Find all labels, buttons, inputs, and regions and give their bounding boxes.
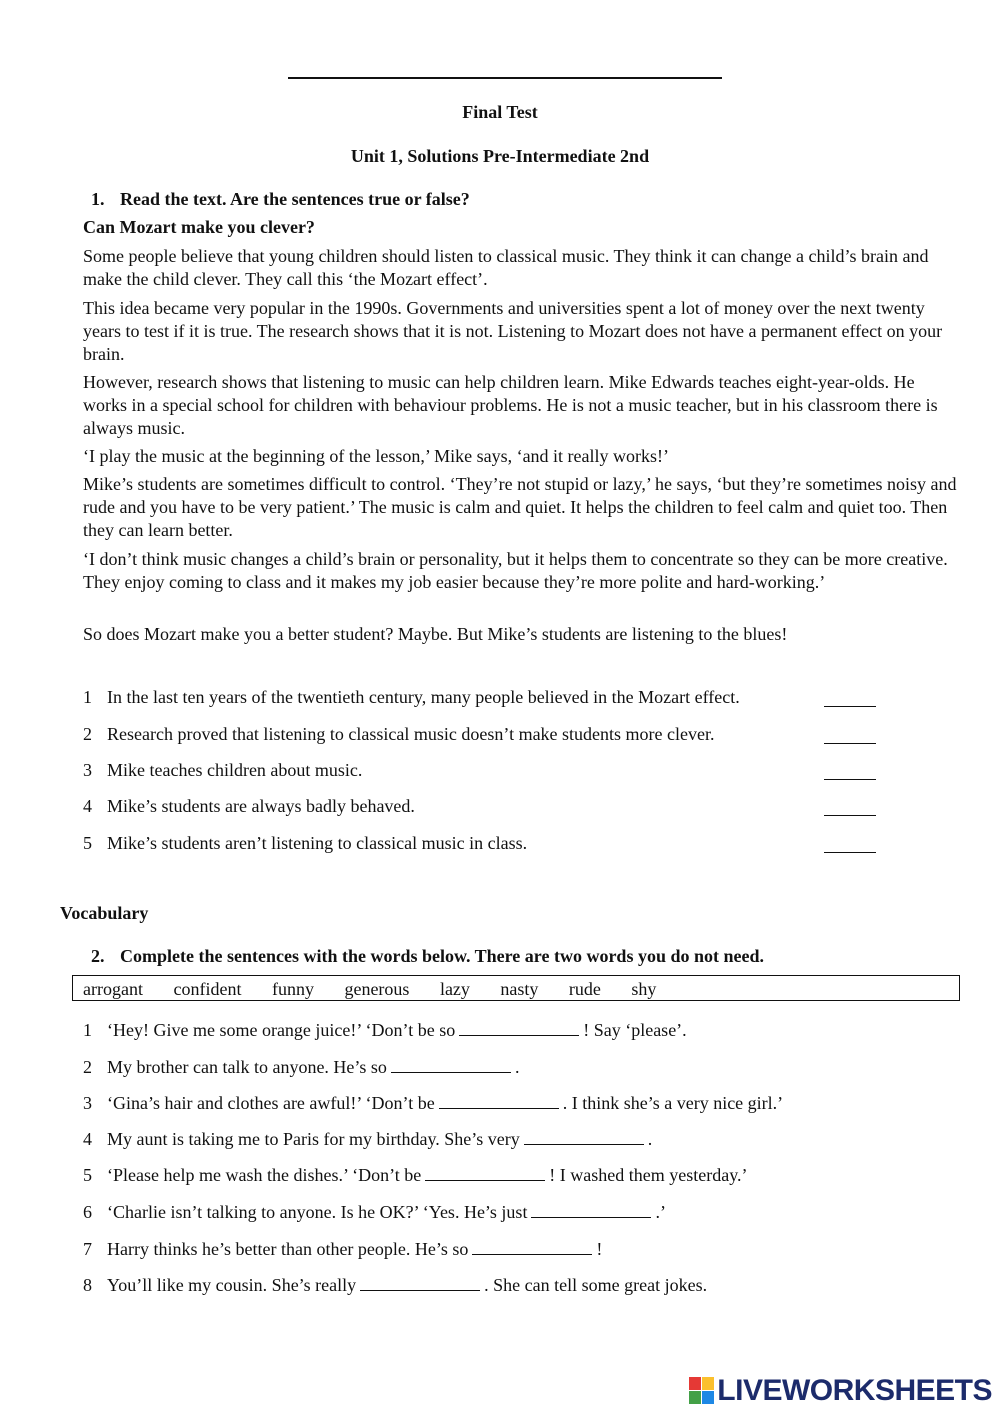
word-option: funny	[271, 979, 314, 999]
word-option: confident	[173, 979, 242, 999]
word-option: shy	[631, 979, 657, 999]
fill-blank-7[interactable]	[472, 1238, 592, 1255]
exercise-2-number: 2.	[91, 946, 105, 966]
paragraph-5: Mike’s students are sometimes difficult to control. ‘They’re not stupid or lazy,’ he says, ‘but they’re sometimes noisy and rude and you have to be very patient.’ The music is calm and quiet. It helps the children to feel calm and quiet too. Then they can learn better.	[83, 474, 957, 540]
paragraph-1: Some people believe that young children should listen to classical music. They think it can change a child’s brain and make the child clever. They call this ‘the Mozart effect’.	[83, 246, 929, 289]
exercise-1-text: Read the text. Are the sentences true or false?	[120, 189, 470, 209]
vocab-sentence-1: 1 ‘Hey! Give me some orange juice!’ ‘Don’t be so ! Say ‘please’.	[83, 1020, 687, 1040]
answer-blank-1[interactable]	[824, 706, 876, 707]
statement-4: 4 Mike’s students are always badly behaved.	[83, 796, 415, 816]
vocab-sentence-6: 6 ‘Charlie isn’t talking to anyone. Is he OK?’ ‘Yes. He’s just .’	[83, 1202, 666, 1222]
exercise-1-number: 1.	[91, 189, 105, 209]
word-option: lazy	[439, 979, 470, 999]
fill-blank-8[interactable]	[360, 1274, 480, 1291]
paragraph-4: ‘I play the music at the beginning of the lesson,’ Mike says, ‘and it really works!’	[83, 446, 670, 466]
word-option: rude	[568, 979, 601, 999]
exercise-1-instruction	[91, 189, 470, 210]
fill-blank-5[interactable]	[425, 1164, 545, 1181]
answer-blank-3[interactable]	[824, 779, 876, 780]
statement-1: 1 In the last ten years of the twentieth century, many people believed in the Mozart effect.	[83, 687, 740, 707]
fill-blank-3[interactable]	[439, 1092, 559, 1109]
vocab-sentence-8: 8 You’ll like my cousin. She’s really . She can tell some great jokes.	[83, 1275, 708, 1295]
fill-blank-6[interactable]	[531, 1201, 651, 1218]
statement-5: 5 Mike’s students aren’t listening to classical music in class.	[83, 833, 528, 853]
fill-blank-2[interactable]	[391, 1056, 511, 1073]
answer-blank-4[interactable]	[824, 815, 876, 816]
answer-blank-2[interactable]	[824, 743, 876, 744]
vocab-sentence-2: 2 My brother can talk to anyone. He’s so .	[83, 1057, 520, 1077]
vocab-sentence-5: 5 ‘Please help me wash the dishes.’ ‘Don’t be ! I washed them yesterday.’	[83, 1165, 748, 1185]
liveworksheets-logo[interactable]	[689, 1374, 992, 1408]
student-name-line	[288, 77, 722, 79]
liveworksheets-logo-text: LIVEWORKSHEETS	[717, 1374, 992, 1407]
statement-3: 3 Mike teaches children about music.	[83, 760, 363, 780]
fill-blank-4[interactable]	[524, 1128, 644, 1145]
liveworksheets-logo-icon	[689, 1377, 715, 1405]
paragraph-3: However, research shows that listening to music can help children learn. Mike Edwards teaches eight-year-olds. He works in a special school for children with behaviour problems. He is not a music teacher, but in his classroom there is always music.	[83, 372, 938, 438]
fill-blank-1[interactable]	[459, 1019, 579, 1036]
answer-blank-5[interactable]	[824, 852, 876, 853]
vocab-sentence-7: 7 Harry thinks he’s better than other people. He’s so !	[83, 1239, 603, 1259]
reading-title: Can Mozart make you clever?	[83, 217, 315, 237]
page-subtitle: Unit 1, Solutions Pre-Intermediate 2nd	[350, 146, 650, 166]
page-title: Final Test	[462, 102, 538, 122]
vocab-sentence-3: 3 ‘Gina’s hair and clothes are awful!’ ‘Don’t be . I think she’s a very nice girl.’	[83, 1093, 784, 1113]
statement-2: 2 Research proved that listening to classical music doesn’t make students more clever.	[83, 724, 715, 744]
vocab-sentence-4: 4 My aunt is taking me to Paris for my birthday. She’s very .	[83, 1129, 653, 1149]
word-option: generous	[344, 979, 410, 999]
paragraph-6: ‘I don’t think music changes a child’s brain or personality, but it helps them to concentrate so they can be more creative. They enjoy coming to class and it makes my job easier because they’re more polite and hard-working.’	[83, 549, 948, 592]
exercise-2-instruction	[91, 946, 764, 967]
word-option: arrogant	[83, 979, 143, 999]
exercise-2-text: Complete the sentences with the words below. There are two words you do not need.	[120, 946, 764, 966]
word-option: nasty	[500, 979, 539, 999]
vocabulary-heading: Vocabulary	[60, 903, 149, 923]
word-box	[72, 975, 960, 1001]
paragraph-7: So does Mozart make you a better student? Maybe. But Mike’s students are listening to the blues!	[83, 624, 788, 644]
paragraph-2: This idea became very popular in the 1990s. Governments and universities spent a lot of money over the next twenty years to test if it is true. The research shows that it is not. Listening to Mozart does not have a permanent effect on your brain.	[83, 298, 943, 364]
